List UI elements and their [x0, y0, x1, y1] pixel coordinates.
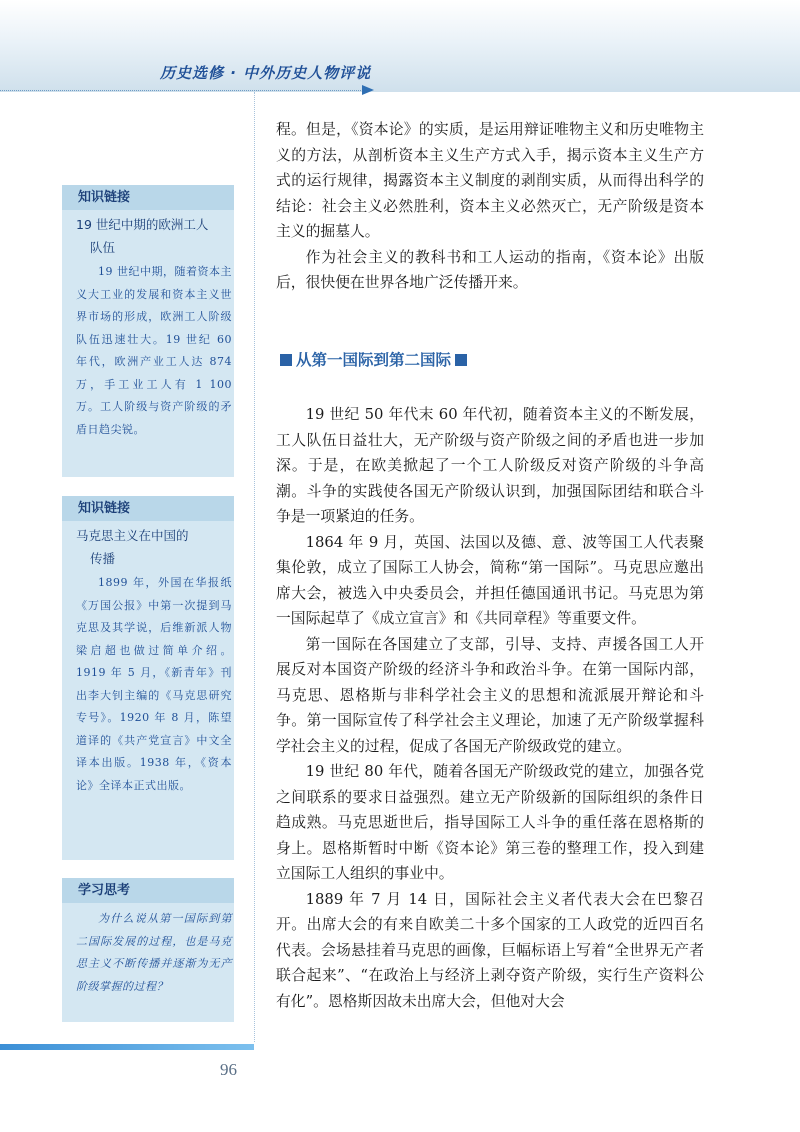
box-heading-line-2: 队伍 — [90, 240, 116, 255]
footer-bar — [0, 1044, 254, 1050]
box-heading — [76, 213, 232, 259]
paragraph: 第一国际在各国建立了支部，引导、支持、声援各国工人开展反对本国资产阶级的经济斗争和政治斗争。在第一国际内部，马克思、恩格斯与非科学社会主义的思想和流派展开辩论和斗争。第一国际宣传了科学社会主义理论，加速了无产阶级掌握科学社会主义的过程，促成了各国无产阶级政党的建立。 — [276, 635, 704, 755]
box-heading-line-2: 传播 — [90, 551, 116, 566]
paragraph-continued: 程。但是，《资本论》的实质，是运用辩证唯物主义和历史唯物主义的方法，从剖析资本主义生产方式入手，揭示资本主义生产方式的运行规律，揭露资本主义制度的剥削实质，从而得出科学的结论：社会主义必然胜利，资本主义必然灭亡，无产阶级是资本主义的掘墓人。 — [276, 121, 704, 240]
paragraph: 1864 年 9 月，英国、法国以及德、意、波等国工人代表聚集伦敦，成立了国际工人协会，简称“第一国际”。马克思应邀出席大会，被选入中央委员会，并担任德国通讯书记。马克思为第一国际起草了《成立宣言》和《共同章程》等重要文件。 — [276, 533, 704, 627]
box-heading — [76, 524, 232, 570]
paragraph: 1889 年 7 月 14 日，国际社会主义者代表大会在巴黎召开。出席大会的有来自欧美二十多个国家的工人政党的近四百名代表。会场悬挂着马克思的画像，巨幅标语上写着“全世界无产者联合起来”、“在政治上与经济上剥夺资产阶级，实行生产资料公有化”。恩格斯因故未出席大会，但他对大会 — [276, 890, 704, 1010]
paragraph: 19 世纪 80 年代，随着各国无产阶级政党的建立，加强各党之间联系的要求日益强烈。建立无产阶级新的国际组织的条件日趋成熟。马克思逝世后，指导国际工人斗争的重任落在恩格斯的身上。恩格斯暂时中断《资本论》第三卷的整理工作，投入到建立国际工人组织的事业中。 — [276, 763, 704, 882]
box-body-text: 1899 年，外国在华报纸《万国公报》中第一次提到马克思及其学说，后维新派人物梁启超也做过简单介绍。1919 年 5 月，《新青年》刊出李大钊主编的《马克思研究专号》。1920 年 8 月，陈望道译的《共产党宣言》中文全译本出版。1938 年，《资本论》全译本正式出版。 — [76, 576, 232, 792]
box-heading-line-1: 19 世纪中期的欧洲工人 — [76, 217, 209, 232]
book-title: 历史选修 · 中外历史人物评说 — [160, 64, 372, 82]
main-text-top — [276, 117, 704, 296]
section-title: 从第一国际到第二国际 — [296, 351, 452, 369]
box-label: 知识链接 — [62, 496, 234, 521]
box-label: 知识链接 — [62, 185, 234, 210]
box-body-text: 19 世纪中期，随着资本主义大工业的发展和资本主义世界市场的形成，欧洲工人阶级队伍迅速壮大。19 世纪 60 年代，欧洲产业工人达 874 万，手工业工人有 1 100 万。工人阶级与资产阶级的矛盾日趋尖锐。 — [76, 265, 232, 436]
box-heading-line-1: 马克思主义在中国的 — [76, 528, 189, 543]
header-dotted-rule — [0, 90, 365, 91]
header-band — [0, 0, 800, 92]
square-bullet-icon — [280, 354, 292, 366]
main-text-section — [276, 402, 704, 1014]
paragraph: 19 世纪 50 年代末 60 年代初，随着资本主义的不断发展，工人队伍日益壮大，无产阶级与资产阶级之间的矛盾也进一步加深。于是，在欧美掀起了一个工人阶级反对资产阶级的斗争高潮。斗争的实践使各国无产阶级认识到，加强国际团结和联合斗争是一项紧迫的任务。 — [276, 406, 704, 525]
arrow-icon — [362, 85, 374, 95]
knowledge-link-box-2 — [62, 496, 234, 860]
column-divider — [254, 92, 255, 1042]
box-body-text: 为什么说从第一国际到第二国际发展的过程，也是马克思主义不断传播并逐渐为无产阶级掌握的过程？ — [76, 912, 232, 993]
box-label: 学习思考 — [62, 878, 234, 903]
section-heading — [276, 348, 471, 370]
knowledge-link-box-1 — [62, 185, 234, 477]
study-think-box — [62, 878, 234, 1022]
paragraph: 作为社会主义的教科书和工人运动的指南，《资本论》出版后，很快便在世界各地广泛传播开来。 — [276, 248, 704, 291]
square-bullet-icon — [455, 354, 467, 366]
page-number: 96 — [220, 1060, 237, 1079]
